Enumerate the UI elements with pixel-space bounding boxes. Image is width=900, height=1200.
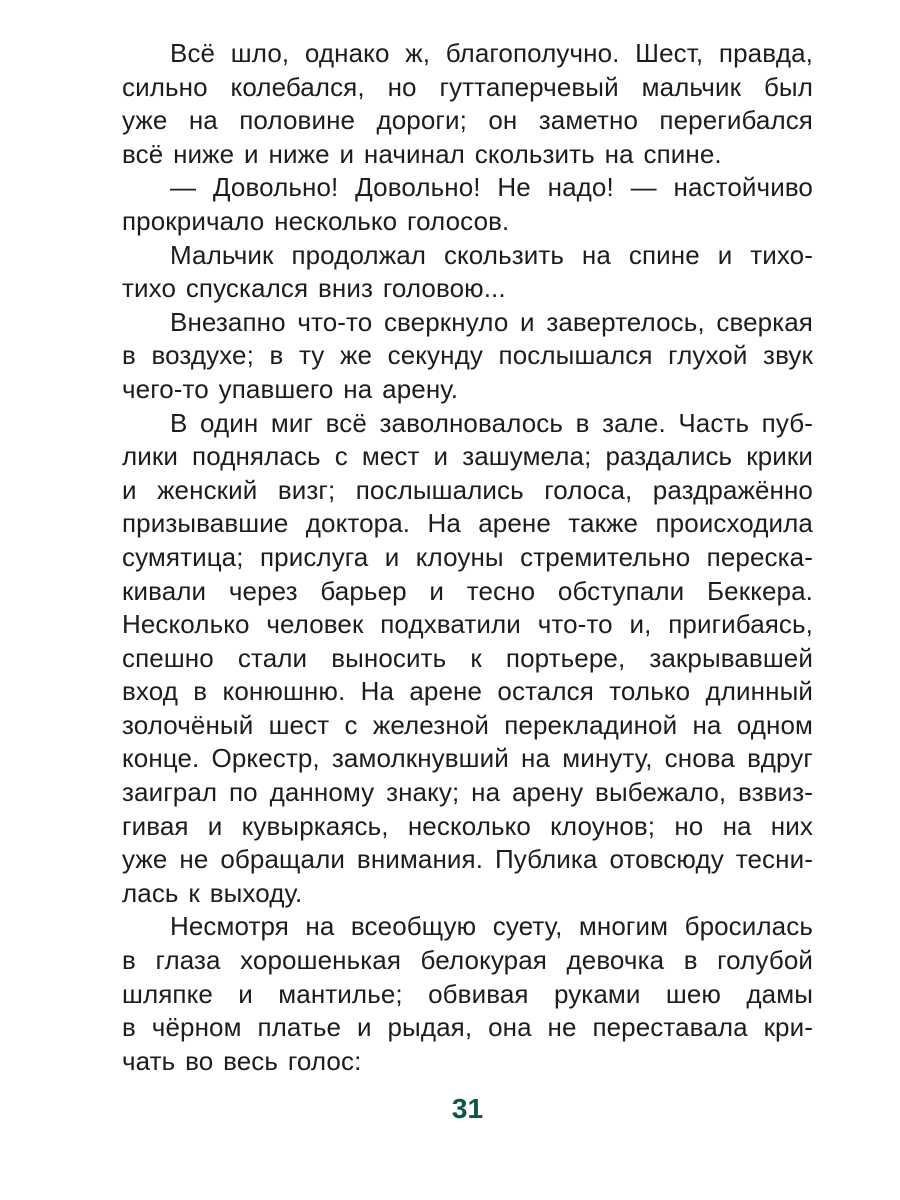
- paragraph: [122, 37, 813, 171]
- text-line: В один миг всё заволновалось в зале. Часть пуб-: [170, 407, 813, 438]
- text-line: заиграл по данному знаку; на арену выбежало, взвиз-: [122, 777, 813, 808]
- paragraph: [122, 910, 813, 1078]
- text-line: уже не обращали внимания. Публика отовсюду тесни-: [122, 844, 813, 875]
- text-line: в воздухе; в ту же секунду послышался глухой звук: [122, 340, 813, 371]
- text-line: кивали через барьер и тесно обступали Беккера.: [122, 575, 813, 606]
- text-line: спешно стали выносить к портьере, закрывавшей: [122, 642, 813, 673]
- text-line: в чёрном платье и рыдая, она не переставала кри-: [122, 1012, 813, 1043]
- page-number: 31: [451, 1093, 484, 1124]
- text-line: вход в конюшню. На арене остался только длинный: [122, 676, 813, 707]
- paragraph: [122, 407, 813, 911]
- page-text: [122, 37, 813, 1078]
- text-line: прокричало несколько голосов.: [122, 205, 510, 236]
- text-line: Всё шло, однако ж, благополучно. Шест, правда,: [170, 38, 813, 68]
- text-line: гивая и кувыркаясь, несколько клоунов; но на них: [122, 810, 813, 841]
- text-line: Несмотря на всеобщую суету, многим бросилась: [170, 911, 813, 942]
- text-line: призывавшие доктора. На арене также происходила: [122, 508, 813, 539]
- text-line: чего-то упавшего на арену.: [122, 373, 459, 404]
- text-line: шляпке и мантилье; обвивая руками шею дамы: [122, 978, 813, 1009]
- paragraph: [122, 306, 813, 407]
- text-line: сумятица; прислуга и клоуны стремительно переска-: [122, 541, 813, 572]
- text-line: золочёный шест с железной перекладиной на одном: [122, 709, 813, 740]
- text-line: Внезапно что-то сверкнуло и завертелось, сверкая: [170, 306, 813, 337]
- text-line: сильно колебался, но гуттаперчевый мальчик был: [122, 71, 813, 102]
- text-line: лики поднялась с мест и зашумела; раздались крики: [122, 441, 813, 472]
- text-line: конце. Оркестр, замолкнувший на минуту, снова вдруг: [122, 743, 813, 774]
- text-line: чать во весь голос:: [122, 1045, 362, 1076]
- text-line: всё ниже и ниже и начинал скользить на спине.: [122, 138, 722, 169]
- text-line: лась к выходу.: [122, 877, 303, 908]
- paragraph: [122, 239, 813, 306]
- text-line: тихо спускался вниз головою...: [122, 273, 506, 304]
- text-line: Несколько человек подхватили что-то и, пригибаясь,: [122, 609, 813, 640]
- text-line: уже на половине дороги; он заметно перегибался: [122, 105, 813, 136]
- text-line: в глаза хорошенькая белокурая девочка в голубой: [122, 945, 813, 976]
- text-line: Мальчик продолжал скользить на спине и тихо-: [170, 239, 813, 270]
- text-line: и женский визг; послышались голоса, раздражённо: [122, 474, 813, 505]
- text-line: — Довольно! Довольно! Не надо! — настойчиво: [170, 172, 813, 203]
- paragraph: [122, 171, 813, 238]
